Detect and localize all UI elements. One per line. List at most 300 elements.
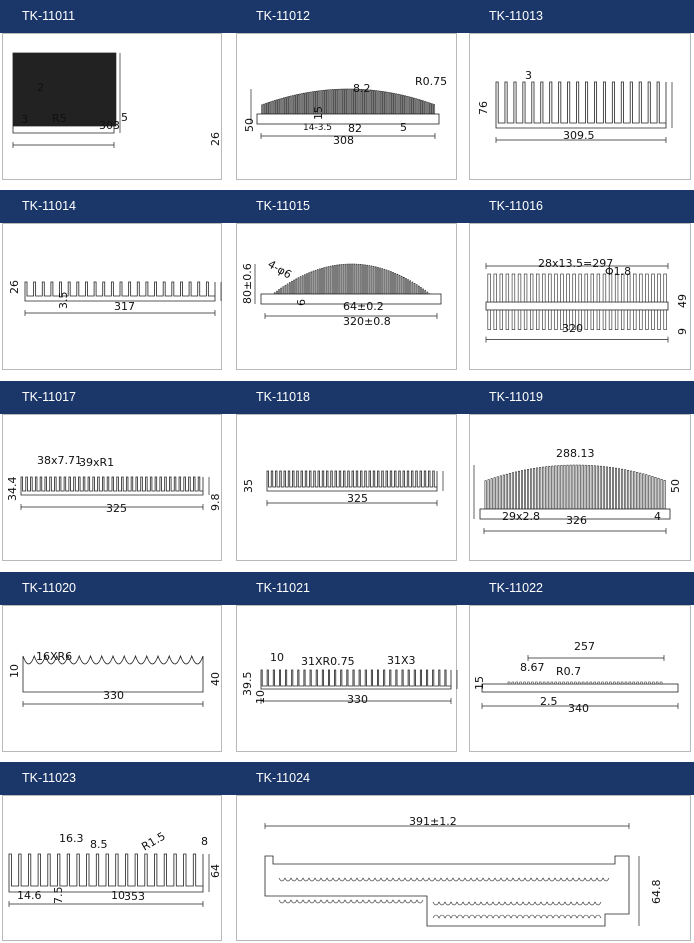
fin	[512, 310, 515, 330]
fin	[524, 682, 526, 684]
fin	[633, 310, 636, 330]
fin	[641, 682, 643, 684]
fin	[548, 274, 551, 302]
fin	[317, 270, 318, 294]
fin	[518, 310, 521, 330]
fin	[664, 310, 667, 330]
profile-drawing	[3, 415, 223, 562]
fin	[516, 682, 518, 684]
fin	[263, 104, 264, 114]
fin	[555, 466, 556, 509]
fin	[591, 274, 594, 302]
fin-profile	[25, 282, 215, 301]
fin	[588, 465, 589, 509]
fin	[603, 467, 604, 509]
profile-drawing	[470, 415, 692, 562]
fin	[594, 682, 596, 684]
product-code: TK-11018	[256, 390, 310, 404]
fin	[394, 93, 395, 114]
fin	[536, 468, 537, 509]
dim-label: 5	[121, 111, 128, 124]
fin	[377, 267, 378, 294]
profile-cell-tk-11014[interactable]	[2, 223, 222, 370]
fin	[330, 266, 331, 294]
fin	[432, 104, 433, 114]
fin	[356, 264, 357, 294]
dim-label: 26	[8, 280, 21, 294]
fin	[403, 277, 404, 294]
fin	[646, 274, 649, 302]
fin	[278, 99, 279, 114]
fin	[609, 274, 612, 302]
fin	[326, 267, 327, 294]
fin	[627, 470, 628, 509]
fin	[542, 274, 545, 302]
fin	[602, 682, 604, 684]
dim-label: 35	[242, 479, 255, 493]
fin	[405, 96, 406, 114]
fin	[280, 99, 281, 114]
dim-label: Φ1.8	[605, 265, 632, 278]
fin	[339, 89, 340, 114]
fin	[315, 270, 316, 294]
fin	[621, 682, 623, 684]
dim-label: 340	[568, 702, 589, 715]
fin	[637, 682, 639, 684]
dim-label: 39xR1	[79, 456, 115, 469]
profile-cell-tk-11019[interactable]	[469, 414, 691, 561]
product-code: TK-11012	[256, 9, 310, 23]
fin	[573, 274, 576, 302]
dim-label: 317	[114, 300, 135, 313]
dim-label: 14-3.5	[303, 123, 333, 133]
dim-label: 10	[111, 889, 125, 902]
dim-label: 9	[676, 328, 689, 335]
fin	[555, 310, 558, 330]
dim-label: 80±0.6	[241, 263, 254, 304]
fin	[658, 310, 661, 330]
dim-label: 50	[669, 479, 682, 493]
fin	[414, 98, 415, 114]
fin	[488, 274, 491, 302]
fin	[535, 682, 537, 684]
fin	[408, 280, 409, 294]
fin	[652, 274, 655, 302]
fin	[506, 310, 509, 330]
profile-cell-tk-11018[interactable]	[236, 414, 457, 561]
profile-cell-tk-11024[interactable]	[236, 795, 691, 941]
fin	[336, 89, 337, 114]
fin	[412, 282, 413, 294]
base-plate	[482, 684, 678, 692]
dim-label: 4-φ6	[265, 257, 294, 282]
fin	[352, 264, 353, 294]
fin	[287, 97, 288, 114]
profile-drawing	[3, 606, 223, 753]
fin	[383, 92, 384, 114]
fin	[423, 289, 424, 294]
fin	[621, 274, 624, 302]
fin	[265, 104, 266, 114]
dim-label: 8.67	[520, 661, 545, 674]
fin	[303, 93, 304, 114]
fin	[591, 465, 592, 509]
fin	[332, 90, 333, 114]
row-band-2	[0, 190, 694, 223]
fin	[645, 682, 647, 684]
dim-label: 76	[477, 101, 490, 115]
fin	[597, 310, 600, 330]
profile-drawing	[3, 224, 223, 371]
fin	[287, 284, 288, 294]
fin	[574, 682, 576, 684]
fin	[582, 465, 583, 509]
fin	[334, 265, 335, 294]
fin	[542, 310, 545, 330]
product-code: TK-11016	[489, 199, 543, 213]
fin	[530, 310, 533, 330]
dim-label: R0.75	[415, 75, 448, 88]
dim-label: 2	[37, 81, 44, 94]
dim-label: 391±1.2	[409, 815, 457, 828]
row-band-1	[0, 0, 694, 33]
fin	[664, 274, 667, 302]
fin	[425, 290, 426, 294]
fin	[347, 264, 348, 294]
profile-cell-tk-11016[interactable]	[469, 223, 691, 370]
dim-label: 320±0.8	[343, 315, 391, 328]
fin	[276, 291, 277, 294]
dim-label: 49	[676, 294, 689, 308]
fin	[419, 100, 420, 114]
fin	[298, 94, 299, 114]
fin	[564, 465, 565, 509]
fin	[648, 682, 650, 684]
product-code: TK-11013	[489, 9, 543, 23]
dim-label: 330	[103, 689, 124, 702]
fin	[615, 274, 618, 302]
fin	[426, 102, 427, 114]
fin-profile	[261, 670, 451, 689]
fin	[324, 268, 325, 294]
fin	[597, 466, 598, 509]
fin	[561, 465, 562, 509]
fin	[291, 281, 292, 294]
fin	[585, 310, 588, 330]
fin	[536, 310, 539, 330]
fin	[639, 274, 642, 302]
fin	[291, 96, 292, 114]
profile-drawing	[237, 606, 458, 753]
dim-label: 31X3	[387, 654, 416, 667]
fin	[567, 274, 570, 302]
fin	[627, 274, 630, 302]
product-code: TK-11022	[489, 581, 543, 595]
fin	[615, 310, 618, 330]
fin	[390, 272, 391, 294]
fin	[567, 465, 568, 509]
fin	[307, 93, 308, 114]
dim-label: 3	[525, 69, 532, 82]
fin	[380, 268, 381, 294]
fin	[500, 274, 503, 302]
dim-label: 325	[347, 492, 368, 505]
dim-label: 15	[473, 676, 486, 690]
fin	[343, 89, 344, 114]
fin	[371, 266, 372, 294]
fin	[369, 266, 370, 294]
product-code: TK-11021	[256, 581, 310, 595]
fin	[376, 91, 377, 114]
fin	[485, 481, 486, 509]
row-band-5	[0, 762, 694, 795]
fin	[390, 93, 391, 114]
profile-cell-tk-11022[interactable]	[469, 605, 691, 752]
fin	[387, 92, 388, 114]
profile-cell-tk-11021[interactable]	[236, 605, 457, 752]
product-code: TK-11017	[22, 390, 76, 404]
fin	[300, 94, 301, 114]
fin	[649, 475, 650, 509]
fin	[547, 682, 549, 684]
fin	[279, 290, 280, 294]
fin	[306, 274, 307, 294]
fin	[546, 467, 547, 509]
product-code: TK-11011	[22, 9, 76, 23]
fin	[627, 310, 630, 330]
fin	[500, 476, 501, 509]
fin	[494, 274, 497, 302]
fin	[338, 89, 339, 114]
fin	[488, 310, 491, 330]
fin	[603, 310, 606, 330]
fin	[570, 682, 572, 684]
fin	[646, 310, 649, 330]
fin	[397, 94, 398, 114]
profile-cell-tk-11020[interactable]	[2, 605, 222, 752]
fin	[530, 469, 531, 509]
fin	[304, 275, 305, 294]
fin	[385, 92, 386, 114]
fin	[585, 465, 586, 509]
fin	[621, 469, 622, 509]
fin	[329, 90, 330, 114]
fin	[582, 682, 584, 684]
dim-label: 39.5	[241, 671, 254, 696]
fin	[591, 310, 594, 330]
fin	[350, 89, 351, 114]
dim-label: 8.5	[90, 838, 108, 851]
fin	[285, 97, 286, 114]
product-code: TK-11024	[256, 771, 310, 785]
product-code: TK-11015	[256, 199, 310, 213]
dim-label: 31XR0.75	[301, 655, 355, 668]
dim-label: 2.5	[540, 695, 558, 708]
fin	[494, 310, 497, 330]
fin	[328, 267, 329, 294]
fin	[276, 100, 277, 114]
fin	[551, 682, 553, 684]
fin	[521, 471, 522, 509]
fin	[586, 682, 588, 684]
fin	[527, 469, 528, 509]
fin	[543, 467, 544, 509]
fin	[567, 682, 569, 684]
fin	[401, 95, 402, 114]
fin	[379, 91, 380, 114]
fin	[417, 99, 418, 114]
profile-drawing	[470, 34, 692, 181]
fin	[360, 264, 361, 294]
fin	[509, 473, 510, 509]
profile-cell-tk-11013[interactable]	[469, 33, 691, 180]
dim-label: 5	[400, 121, 407, 134]
fin	[327, 90, 328, 114]
fin	[506, 474, 507, 509]
profile-cell-tk-11015[interactable]	[236, 223, 457, 370]
fin	[618, 469, 619, 509]
fin	[416, 99, 417, 114]
dim-label: 82	[348, 122, 362, 135]
dim-label: 8	[201, 835, 208, 848]
fin	[289, 283, 290, 294]
fin	[367, 265, 368, 294]
row-band-4	[0, 572, 694, 605]
dim-label: 303	[99, 119, 120, 132]
fin	[311, 272, 312, 294]
fin	[631, 471, 632, 509]
fin	[325, 90, 326, 114]
fin	[524, 274, 527, 302]
fin	[625, 682, 627, 684]
profile-cell-tk-11011[interactable]	[2, 33, 222, 180]
fin	[539, 682, 541, 684]
profile-drawing	[237, 796, 692, 942]
profile-cell-tk-11023[interactable]	[2, 795, 222, 941]
fin	[640, 473, 641, 509]
fin	[382, 269, 383, 294]
profile-cell-tk-11012[interactable]	[236, 33, 457, 180]
fin	[330, 90, 331, 114]
fin	[300, 277, 301, 294]
fin	[399, 95, 400, 114]
fin	[609, 310, 612, 330]
fin	[540, 467, 541, 509]
fin	[609, 467, 610, 509]
fin	[283, 287, 284, 294]
fin	[520, 682, 522, 684]
fin	[617, 682, 619, 684]
dim-label: 325	[106, 502, 127, 515]
fin	[637, 472, 638, 509]
fin	[294, 280, 295, 294]
dim-label: 6	[295, 299, 308, 306]
fin	[345, 264, 346, 294]
fin	[381, 91, 382, 114]
fin	[425, 101, 426, 114]
fin	[643, 474, 644, 509]
fin	[600, 466, 601, 509]
fin	[530, 274, 533, 302]
fin-profile	[496, 82, 666, 128]
fin	[412, 98, 413, 114]
dim-label: 10	[270, 651, 284, 664]
fin	[384, 269, 385, 294]
fin	[395, 273, 396, 294]
profile-drawing	[470, 606, 692, 753]
fin	[606, 682, 608, 684]
fin	[621, 310, 624, 330]
fin	[512, 274, 515, 302]
row-band-3	[0, 381, 694, 414]
dim-label: R0.7	[556, 665, 582, 678]
profile-drawing	[237, 415, 458, 562]
fin	[337, 265, 338, 294]
dim-label: 29x2.8	[502, 510, 541, 523]
profile-drawing	[3, 34, 223, 181]
fin	[271, 102, 272, 114]
fin	[658, 478, 659, 509]
fin	[536, 274, 539, 302]
internal-fin-row	[279, 900, 423, 903]
fin	[322, 268, 323, 294]
fin	[334, 89, 335, 114]
fin	[423, 101, 424, 114]
fin	[349, 89, 350, 114]
fin	[296, 279, 297, 294]
fin	[285, 285, 286, 294]
fin	[375, 267, 376, 294]
fin	[373, 266, 374, 294]
fin	[267, 103, 268, 114]
fin	[633, 274, 636, 302]
fin	[430, 103, 431, 114]
fin	[664, 480, 665, 509]
fin	[652, 310, 655, 330]
fin	[500, 310, 503, 330]
fin-profile	[267, 471, 437, 491]
fin	[420, 287, 421, 294]
fin-profile	[9, 854, 203, 892]
fin	[305, 93, 306, 114]
fin	[639, 310, 642, 330]
profile-cell-tk-11017[interactable]	[2, 414, 222, 561]
fin	[302, 276, 303, 294]
fin	[399, 275, 400, 294]
fin	[418, 286, 419, 294]
fin	[294, 95, 295, 114]
dim-label: 26	[209, 132, 222, 146]
fin	[518, 274, 521, 302]
fin	[585, 274, 588, 302]
fin	[410, 281, 411, 294]
fin	[309, 273, 310, 294]
fin	[421, 100, 422, 114]
fin	[289, 96, 290, 114]
dim-label: 50	[243, 118, 256, 132]
dim-label: 64.8	[650, 879, 663, 904]
fin	[491, 479, 492, 509]
fin	[528, 682, 530, 684]
fin	[388, 271, 389, 294]
dim-label: 308	[333, 134, 354, 147]
dim-label: 8.2	[353, 82, 371, 95]
fin	[301, 94, 302, 114]
dim-label: 3	[21, 113, 28, 126]
fin	[296, 95, 297, 114]
fin-profile	[21, 477, 203, 495]
fin	[661, 479, 662, 509]
